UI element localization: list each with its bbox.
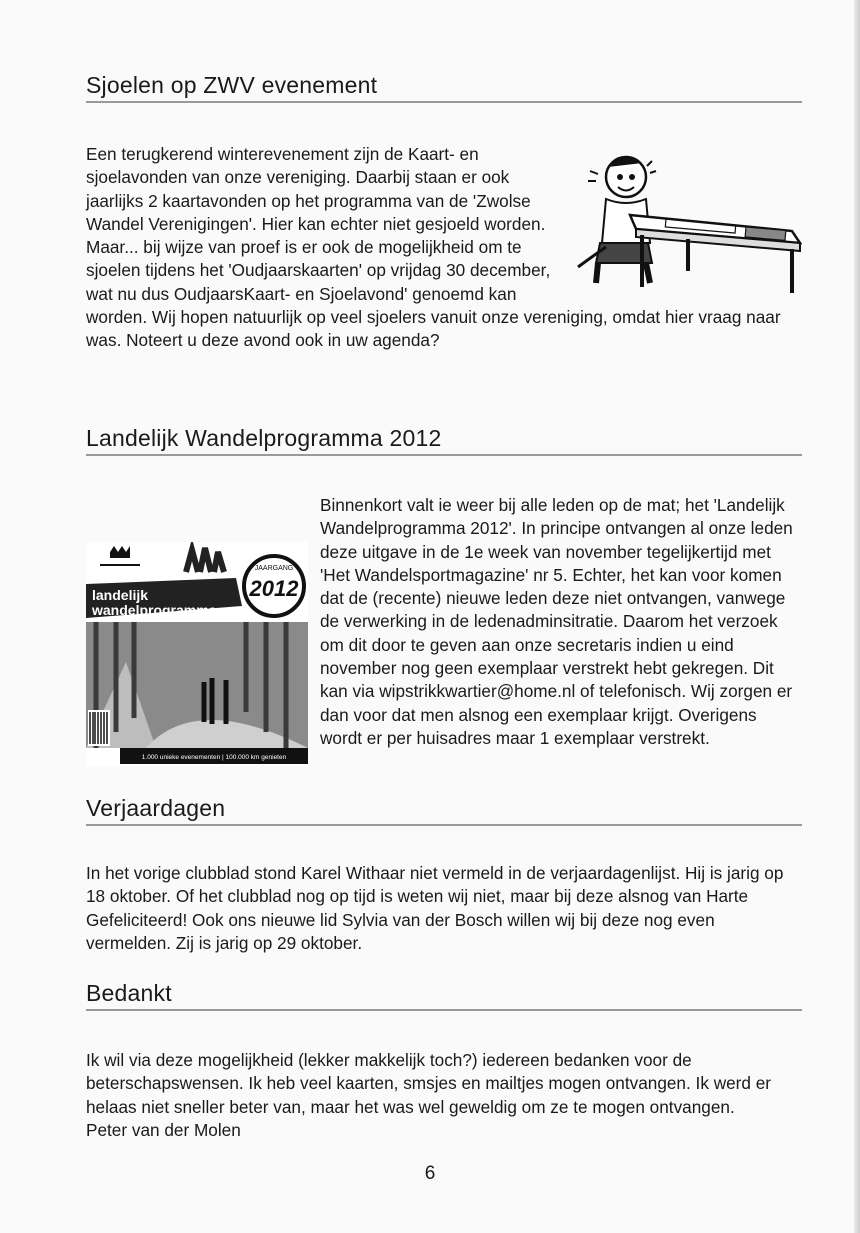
- paragraph: In het vorige clubblad stond Karel Withaar niet vermeld in de verjaardagenlijst. Hij is jarig op 18 oktober. Of het clubblad nog op tijd is weten wij niet, maar bij deze alsnog van Harte Gefeliciteerd! Ook ons nieuwe lid Sylvia van der Bosch willen wij bij deze nog even vermelden. Zij is jarig op 29 oktober.: [86, 863, 784, 953]
- program-cover-image: [86, 542, 308, 766]
- section-heading: Sjoelen op ZWV evenement: [86, 72, 802, 103]
- paragraph: Ik wil via deze mogelijkheid (lekker makkelijk toch?) iedereen bedanken voor de beterschapswensen. Ik heb veel kaarten, smsjes en mailtjes mogen ontvangen. Ik werd er helaas niet sneller beter van, maar het was wel geweldig om ze te mogen ontvangen.: [86, 1050, 771, 1117]
- section-body: [86, 143, 802, 353]
- paragraph: Binnenkort valt ie weer bij alle leden op de mat; het 'Landelijk Wandelprogramma 2012'. In principe ontvangen al onze leden deze uitgave in de 1e week van november tegelijkertijd met 'Het Wandelsportmagazine' nr 5. Echter, het kan voor komen dat de (recente) nieuwe leden deze niet ontvangen, vanwege de verwerking in de ledenadminsitratie. Daarom het verzoek om dit door te geven aan onze secretaris indien u eind november nog geen exemplaar verstrekt hebt gekregen. Dit kan via wipstrikkwartier@home.nl of telefonisch. Wij zorgen er dan voor dat men alsnog een exemplaar krijgt. Overigens wordt er per huisadres maar 1 exemplaar verstrekt.: [320, 495, 793, 748]
- page-edge: [854, 0, 860, 1233]
- section-verjaardagen: [86, 795, 802, 955]
- page-number: 6: [424, 1163, 436, 1184]
- section-bedankt: [86, 980, 802, 1142]
- program-cover: [86, 542, 308, 766]
- cover-title-line2: wandelprogramma: [92, 602, 217, 618]
- section-heading: Bedankt: [86, 980, 802, 1011]
- paragraph: Een terugkerend winterevenement zijn de Kaart- en sjoelavonden van onze vereniging. Daarbij staan er ook jaarlijks 2 kaartavonden op het programma van de 'Zwolse Wandel Verenigingen'. Hier kan echter niet gesjoeld worden. Maar... bij wijze van proef is er ook de mogelijkheid om te sjoelen tijdens het 'Oudjaarskaarten' op vrijdag 30 december, wat nu dus OudjaarsKaart- en Sjoelavond' genoemd kan worden. Wij hopen natuurlijk op veel sjoelers vanuit onze vereniging, omdat hier vraag naar was. Noteert u deze avond ook in uw agenda?: [86, 144, 781, 351]
- section-sjoelen: [86, 72, 802, 353]
- cover-footer: 1.000 unieke evenementen | 100.000 km genieten: [141, 754, 287, 761]
- signature: Peter van der Molen: [86, 1119, 241, 1140]
- cover-badge: JAARGANG: [254, 565, 294, 572]
- cover-year: 2012: [249, 576, 299, 601]
- section-body: [86, 1049, 802, 1142]
- section-heading: Verjaardagen: [86, 795, 802, 826]
- section-body: [86, 862, 802, 955]
- section-wandelprogramma: [86, 425, 802, 766]
- sjoelen-illustration: [570, 147, 802, 297]
- section-body: [86, 494, 802, 761]
- section-heading: Landelijk Wandelprogramma 2012: [86, 425, 802, 456]
- cover-title-line1: landelijk: [92, 587, 149, 603]
